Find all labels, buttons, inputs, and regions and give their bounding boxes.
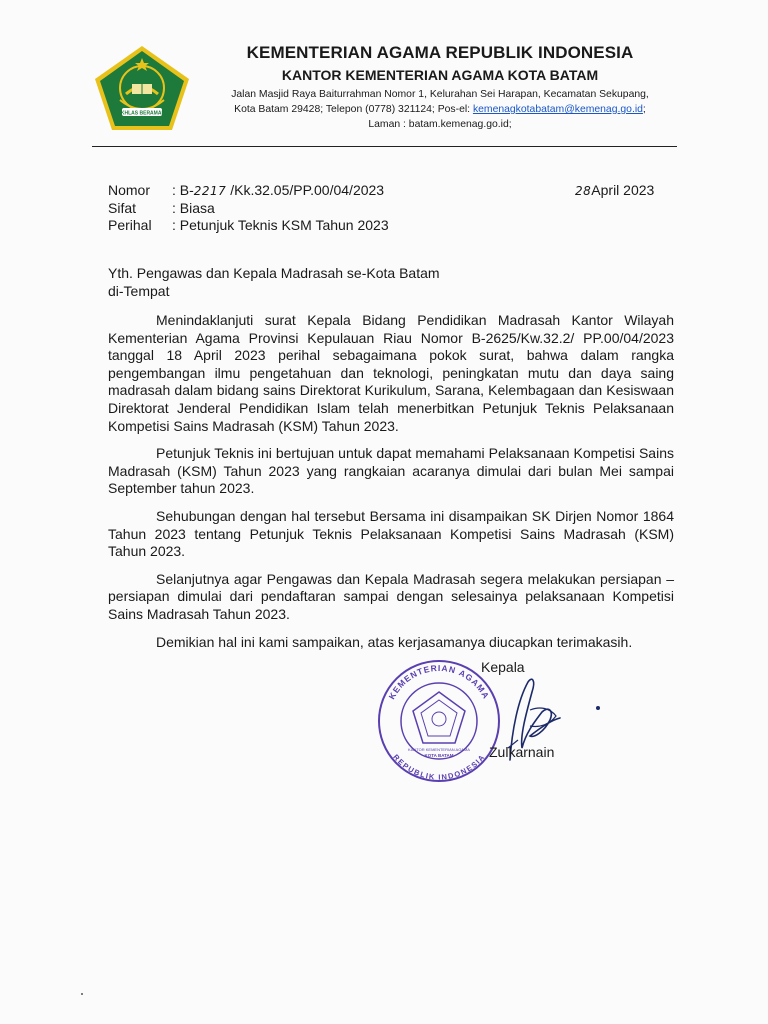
logo-motto: IKHLAS BERAMAL	[119, 110, 165, 117]
body-paragraph-1: Menindaklanjuti surat Kepala Bidang Pendidikan Madrasah Kantor Wilayah Kementerian Agama Provinsi Kepulauan Riau Nomor B-2625/Kw.32.2/ PP.00/04/2023 tanggal 18 April 2023 perihal sebagaimana pokok surat, bahwa dalam rangka pengembangan ilmu pengetahuan dan teknologi, peningkatan mutu dan daya saing madrasah dalam bidang sains Direktorat Kurikulum, Sarana, Kelembagaan dan Kesiswaan Direktorat Jenderal Pendidikan Islam telah menerbitkan Petunjuk Teknis Pelaksanaan Kompetisi Sains Madrasah (KSM) Tahun 2023.	[108, 312, 674, 434]
paper-speck	[81, 993, 83, 995]
recipient-block	[108, 264, 440, 300]
signatory-name: Zulkarnain	[489, 744, 555, 760]
sifat-label: Sifat	[108, 200, 137, 216]
perihal-value: : Petunjuk Teknis KSM Tahun 2023	[172, 217, 389, 233]
website-line: Laman : batam.kemenag.go.id;	[368, 119, 512, 130]
nomor-row	[108, 182, 389, 200]
stamp-city: KOTA BATAM	[424, 753, 454, 758]
perihal-row	[108, 217, 389, 234]
ministry-logo	[92, 44, 192, 132]
ink-dot	[596, 706, 600, 710]
sifat-value: : Biasa	[172, 200, 215, 216]
stamp-inner-text: KANTOR KEMENTERIAN AGAMA	[408, 747, 470, 752]
address-line-2	[200, 102, 680, 117]
body-paragraph-2: Petunjuk Teknis ini bertujuan untuk dapat memahami Pelaksanaan Kompetisi Sains Madrasah (KSM) Tahun 2023 yang rangkaian acaranya dimulai dari bulan Mei sampai September tahun 2023.	[108, 445, 674, 497]
letter-meta	[108, 182, 389, 234]
address-line-1: Jalan Masjid Raya Baiturrahman Nomor 1, Kelurahan Sei Harapan, Kecamatan Sekupang,	[231, 89, 649, 100]
office-address	[200, 87, 680, 132]
body-paragraph-5: Demikian hal ini kami sampaikan, atas kerjasamanya diucapkan terimakasih.	[156, 633, 633, 650]
nomor-handwritten: 2217	[193, 184, 227, 198]
sifat-row	[108, 200, 389, 217]
recipient-line-1: Yth. Pengawas dan Kepala Madrasah se-Kota Batam	[108, 265, 440, 281]
address-line-2-prefix: Kota Batam 29428; Telepon (0778) 321124; Pos-el:	[234, 104, 473, 115]
nomor-label: Nomor	[108, 182, 151, 198]
date-rest: April 2023	[591, 182, 655, 198]
letterhead	[200, 42, 680, 132]
ministry-title: KEMENTERIAN AGAMA REPUBLIK INDONESIA	[246, 43, 634, 62]
body-paragraph-3: Sehubungan dengan hal tersebut Bersama ini disampaikan SK Dirjen Nomor 1864 Tahun 2023 tentang Petunjuk Teknis Pelaksanaan Kompetisi Sains Madrasah (KSM) Tahun 2023.	[108, 507, 674, 560]
address-line-2-suffix: ;	[642, 104, 646, 115]
signatory-role: Kepala	[481, 659, 525, 675]
nomor-value	[172, 182, 384, 200]
office-title: KANTOR KEMENTERIAN AGAMA KOTA BATAM	[281, 67, 599, 83]
letterhead-divider	[92, 146, 677, 147]
date-handwritten: 28	[575, 184, 592, 198]
stamp-bottom-text: REPUBLIK INDONESIA	[391, 752, 487, 782]
nomor-suffix: /Kk.32.05/PP.00/04/2023	[226, 182, 385, 198]
letter-body	[108, 312, 674, 661]
recipient-line-2: di-Tempat	[108, 283, 170, 299]
stamp-top-text: KEMENTERIAN AGAMA	[386, 662, 492, 701]
email-link[interactable]: kemenagkotabatam@kemenag.go.id	[472, 104, 643, 115]
nomor-prefix: : B-	[172, 182, 194, 198]
body-paragraph-4: Selanjutnya agar Pengawas dan Kepala Madrasah segera melakukan persiapan – persiapan dimulai dari pendaftaran sampai dengan selesainya pelaksanaan Kompetisi Sains Madrasah Tahun 2023.	[108, 570, 674, 622]
perihal-label: Perihal	[108, 217, 152, 233]
letter-date	[575, 182, 654, 198]
